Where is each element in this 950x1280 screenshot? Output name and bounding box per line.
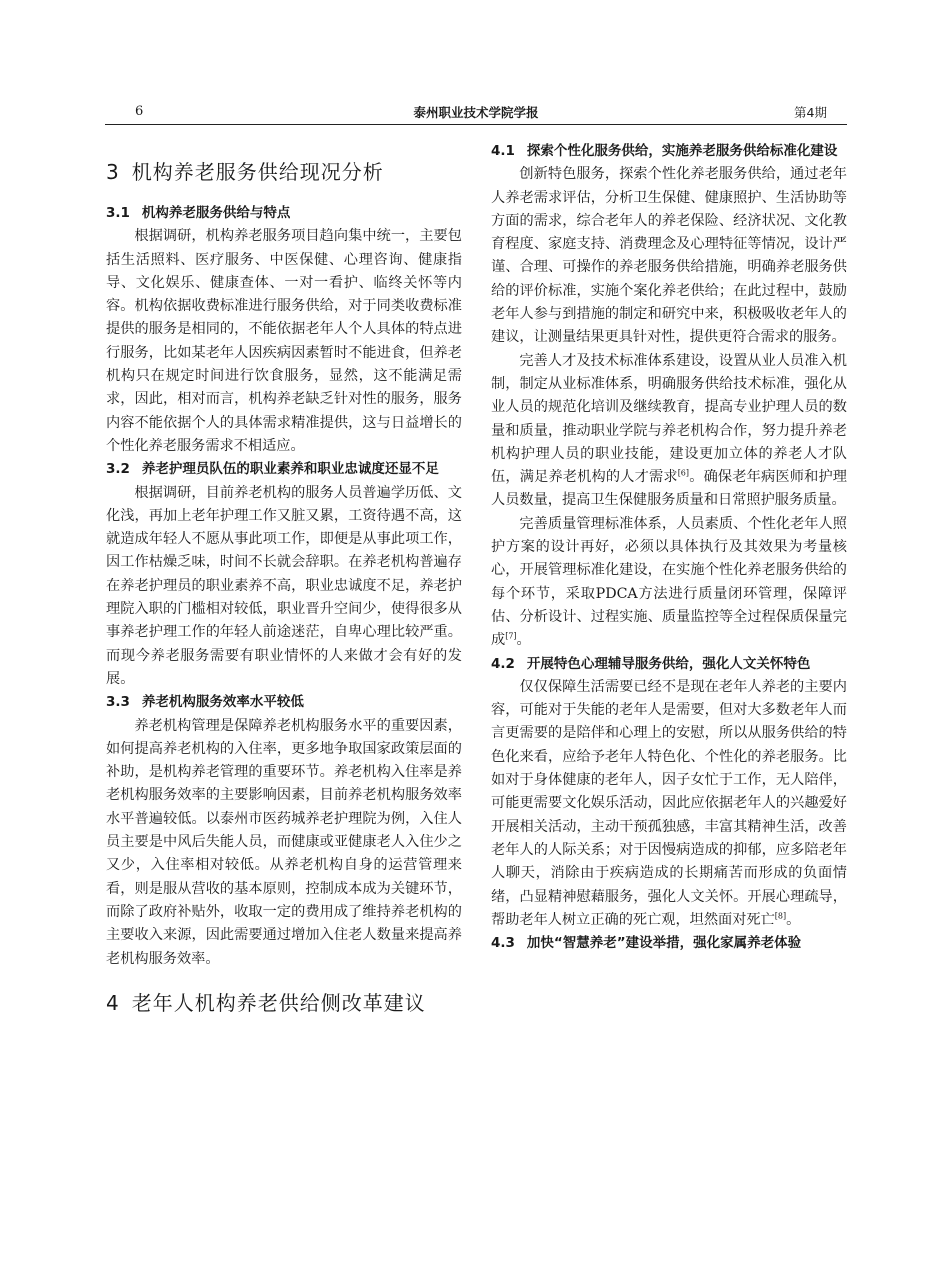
paragraph-text: 完善人才及技术标准体系建设，设置从业人员准入机制，制定从业标准体系，明确服务供给技术标准，强化从业人员的规范化培训及继续教育，提高专业护理人员的数量和质量，推动职业学院与养老机构合作，努力提升养老机构护理人员的职业技能，建设更加立体的养老人才队伍，满足养老机构的人才需求 <box>491 352 847 486</box>
subsection-title: 探索个性化服务供给，实施养老服务供给标准化建设 <box>526 143 838 159</box>
section-number: 3 <box>106 160 120 184</box>
subsection-3-1-heading <box>106 202 462 225</box>
page-number: 6 <box>135 104 144 119</box>
subsection-number: 4.1 <box>491 143 515 159</box>
section-3-heading <box>106 158 462 186</box>
section-4-heading <box>106 989 462 1017</box>
subsection-number: 4.3 <box>491 935 515 952</box>
issue-label: 第4期 <box>794 105 827 120</box>
subsection-number: 3.1 <box>106 205 130 221</box>
journal-title: 泰州职业技术学院学报 <box>413 105 539 120</box>
subsection-4-1-heading <box>491 140 847 163</box>
subsection-3-3-heading <box>106 691 462 714</box>
subsection-4-2-heading <box>491 653 847 676</box>
paragraph-4-1-b <box>491 350 847 513</box>
subsection-number: 4.2 <box>491 655 515 672</box>
paragraph-text: 。 <box>786 911 801 928</box>
citation-8: [8] <box>774 911 787 921</box>
section-title: 老年人机构养老供给侧改革建议 <box>131 990 426 1015</box>
paragraph-4-2 <box>491 676 847 932</box>
paragraph-3-3: 养老机构管理是保障养老机构服务水平的重要因素，如何提高养老机构的入住率，更多地争取国家政策层面的补助，是机构养老管理的重要环节。养老机构入住率是养老机构服务效率的主要影响因素，目前养老机构服务效率水平普遍较低。以泰州市医药城养老护理院为例，入住人员主要是中风后失能人员，而健康或亚健康老人入住少之又少，入住率相对较低。从养老机构自身的运营管理来看，则是服从营收的基本原则，控制成本成为关键环节，而除了政府补贴外，收取一定的费用成了维持养老机构的主要收入来源，因此需要通过增加入住老人数量来提高养老机构服务效率。 <box>106 717 462 967</box>
subsection-title: 养老护理员队伍的职业素养和职业忠诚度还显不足 <box>141 461 439 478</box>
left-column <box>106 140 462 1017</box>
paragraph-text: 完善质量管理标准体系，人员素质、个性化老年人照护方案的设计再好，必须以具体执行及其效果为考量核心，开展管理标准化建设，在实施个性化养老服务供给的每个环节，采取PDCA方法进行质量闭环管理，保障评估、分析设计、过程实施、质量监控等全过程保质保量完成 <box>491 515 847 649</box>
subsection-title: 机构养老服务供给与特点 <box>141 205 291 221</box>
paragraph-4-1-c <box>491 513 847 653</box>
subsection-number: 3.3 <box>106 694 130 711</box>
subsection-4-3-heading <box>491 932 847 955</box>
section-title: 机构养老服务供给现况分析 <box>131 160 384 184</box>
section-number: 4 <box>106 990 120 1015</box>
running-header <box>105 100 847 125</box>
paragraph-text: 仅仅保障生活需要已经不是现在老年人养老的主要内容，可能对于失能的老年人是需要，但对大多数老年人而言更需要的是陪伴和心理上的安慰，所以从服务供给的特色化来看，应给予老年人特色化、个性化的养老服务。比如对于身体健康的老年人，因子女忙于工作，无人陪伴，可能更需要文化娱乐活动，因此应依据老年人的兴趣爱好开展相关活动，主动干预孤独感，丰富其精神生活，改善老年人的人际关系；对于因慢病造成的抑郁，应多陪老年人聊天，消除由于疾病造成的长期痛苦而形成的负面情绪，凸显精神慰藉服务，强化人文关怀。开展心理疏导，帮助老年人树立正确的死亡观，坦然面对死亡 <box>491 678 847 928</box>
paragraph-4-1-a: 创新特色服务，探索个性化养老服务供给，通过老年人养老需求评估，分析卫生保健、健康照护、生活协助等方面的需求，综合老年人的养老保险、经济状况、文化教育程度、家庭支持、消费理念及心理特征等情况，设计严谨、合理、可操作的养老服务供给措施，明确养老服务供给的评价标准，实施个案化养老供给；在此过程中，鼓励老年人参与到措施的制定和研究中来，积极吸收老年人的建议，让测量结果更具针对性，提供更符合需求的服务。 <box>491 166 847 346</box>
subsection-title: 开展特色心理辅导服务供给，强化人文关怀特色 <box>526 655 811 672</box>
subsection-title: 养老机构服务效率水平较低 <box>141 694 304 711</box>
subsection-number: 3.2 <box>106 461 130 478</box>
right-column <box>491 140 847 955</box>
paragraph-text: 。 <box>516 632 531 649</box>
subsection-3-2-heading <box>106 458 462 481</box>
citation-7: [7] <box>505 631 517 641</box>
paragraph-3-2: 根据调研，目前养老机构的服务人员普遍学历低、文化浅，再加上老年护理工作又脏又累，工资待遇不高，这就造成年轻人不愿从事此项工作，即便是从事此项工作，因工作枯燥乏味，时间不长就会辞职。在养老机构普遍存在养老护理员的职业素养不高，职业忠诚度不足，养老护理院入职的门槛相对较低，职业晋升空间少，使得很多从事养老护理工作的年轻人前途迷茫，自卑心理比较严重。而现今养老服务需要有职业情怀的人来做才会有好的发展。 <box>106 484 462 687</box>
paragraph-3-1: 根据调研，机构养老服务项目趋向集中统一，主要包括生活照料、医疗服务、中医保健、心理咨询、健康指导、文化娱乐、健康查体、一对一看护、临终关怀等内容。机构依据收费标准进行服务供给，对于同类收费标准提供的服务是相同的，不能依据老年人个人具体的特点进行服务，比如某老年人因疾病因素暂时不能进食，但养老机构只在规定时间进行饮食服务，显然，这不能满足需求，因此，相对而言，机构养老缺乏针对性的服务，服务内容不能依据个人的具体需求精准提供，这与日益增长的个性化养老服务需求不相适应。 <box>106 228 462 454</box>
subsection-title: 加快“智慧养老”建设举措，强化家属养老体验 <box>526 935 802 952</box>
citation-6: [6] <box>677 468 690 478</box>
paragraph-text: 。确保老年病医师和护理人员数量，提高卫生保健服务质量和日常照护服务质量。 <box>491 469 847 509</box>
